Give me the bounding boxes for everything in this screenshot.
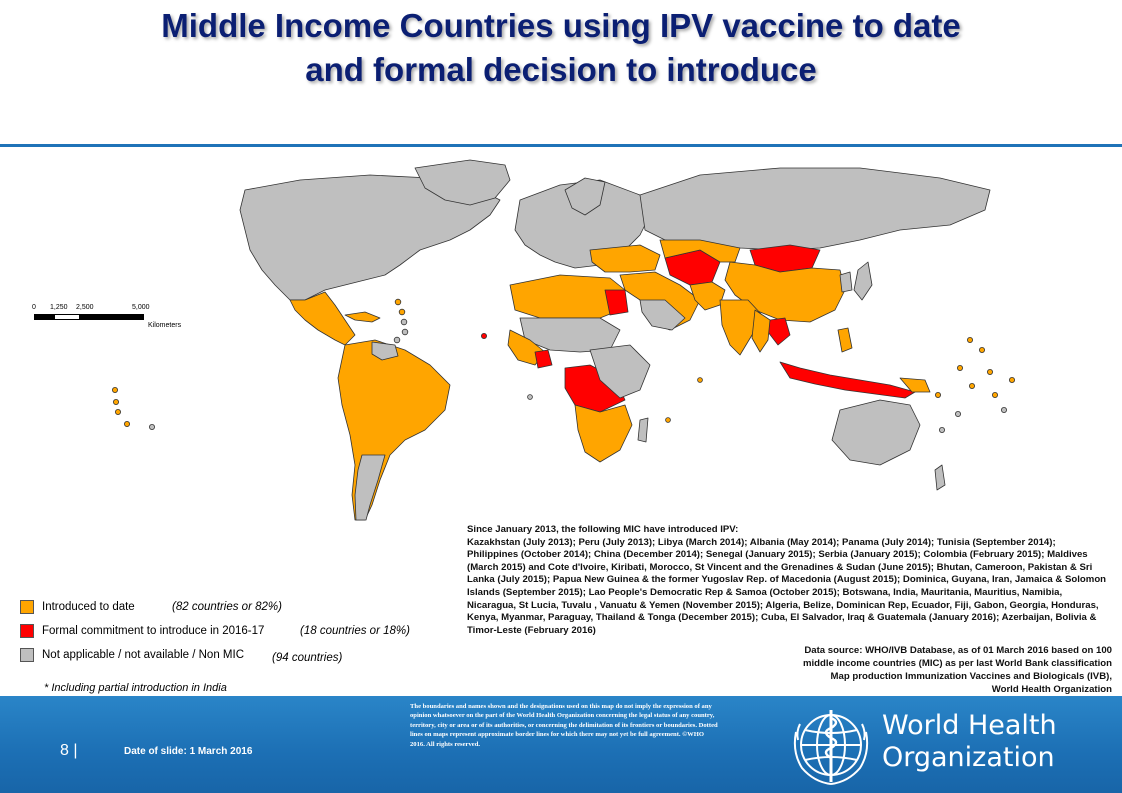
legend-swatch: [20, 624, 34, 638]
legend-swatch: [20, 648, 34, 662]
scale-unit: Kilometers: [148, 322, 182, 329]
island-marker: [698, 378, 703, 383]
scale-tick: 1,250: [50, 304, 68, 311]
legend-swatch: [20, 600, 34, 614]
source-line: Data source: WHO/IVB Database, as of 01 March 2016 based on 100: [804, 645, 1112, 656]
island-marker: [1001, 407, 1006, 412]
island-marker: [395, 299, 401, 305]
region-philippines: [838, 328, 852, 352]
who-emblem-icon: [786, 702, 876, 788]
region-southern-cone: [355, 455, 385, 520]
introduction-body: Kazakhstan (July 2013); Peru (July 2013); Libya (March 2014); Albania (May 2014); Panama (July 2014); Tunisia (September 2014); Philippines (October 2014); China (December 2014); Senegal (January 2015); Serbia (January 2015); Colombia (February 2015); Maldives (March 2015) and Cote d'Ivoire, Kiribati, Morocco, St Vincent and the Grenadines & Sudan (June 2015); Bhutan, Cameroon, Pakistan & Sri Lanka (July 2015); Papua New Guinea & the former Yugoslav Rep. of Macedonia (August 2015); Dominica, Guyana, Iran, Jamaica & Solomon Islands (September 2015); Lao People's Democratic Rep & Samoa (October 2015); Botswana, India, Mauritania, Mauritius, Namibia, Nicaragua, St Lucia, Tuvalu , Vanuatu & Yemen (November 2015); Algeria, Belize, Dominican Rep, Ecuador, Fiji, Gabon, Georgia, Honduras, Kenya, Myanmar, Paraguay, Thailand & Tonga (December 2015); Cuba, El Salvador, Iraq & Guatemala (January 2016); Azerbaijan, Bolivia & Timor-Leste (February 2016): [467, 536, 1107, 636]
scale-tick: 0: [32, 304, 36, 311]
title-line-2: and formal decision to introduce: [305, 51, 817, 88]
slide-title: [0, 4, 1122, 92]
scale-tick: 5,000: [132, 304, 150, 311]
legend-label: Formal commitment to introduce in 2016-17: [42, 625, 265, 637]
island-marker: [481, 333, 486, 338]
map-scale-bar: [28, 304, 198, 334]
region-indonesia: [780, 362, 915, 398]
world-map: [0, 150, 1122, 530]
legend-count: (18 countries or 18%): [300, 625, 410, 637]
island-marker: [979, 347, 984, 352]
region-southeast-asia-red: [768, 318, 790, 345]
island-marker: [402, 329, 408, 335]
region-japan: [854, 262, 872, 300]
introduction-notes: [467, 524, 1107, 637]
scale-segment: [54, 314, 80, 320]
region-korea: [840, 272, 852, 292]
island-marker: [935, 392, 940, 397]
legend-count: (82 countries or 82%): [172, 601, 282, 613]
island-marker: [969, 383, 974, 388]
title-divider: [0, 144, 1122, 147]
island-marker: [399, 309, 405, 315]
island-marker: [528, 395, 533, 400]
island-marker: [957, 365, 962, 370]
world-map-svg: [0, 150, 1122, 530]
island-marker: [987, 369, 992, 374]
region-australia: [832, 400, 920, 465]
island-marker: [149, 424, 154, 429]
island-marker: [124, 421, 129, 426]
region-new-zealand: [935, 465, 945, 490]
region-caribbean: [345, 312, 380, 322]
region-balkans-turkey: [590, 245, 660, 272]
source-line: Map production Immunization Vaccines and Biologicals (IVB),: [830, 671, 1112, 682]
island-marker: [939, 427, 944, 432]
source-line: middle income countries (MIC) as per last World Bank classification: [802, 658, 1112, 669]
page-number: 8 |: [60, 742, 78, 759]
island-marker: [967, 337, 972, 342]
island-marker: [992, 392, 997, 397]
region-mexico-central-america: [290, 292, 355, 345]
title-line-1: Middle Income Countries using IPV vaccine to date: [161, 7, 961, 44]
island-marker: [394, 337, 400, 343]
map-disclaimer: The boundaries and names shown and the designations used on this map do not imply the expression of any opinion whatsoever on the part of the World Health Organization concerning the legal status of any country, territory, city or area or of its authorities, or concerning the delimitation of its frontiers or boundaries. Dotted lines on maps represent approximate border lines for which there may not yet be full agreement. ©WHO 2016. All rights reserved.: [410, 703, 718, 748]
legend-footnote: * Including partial introduction in India: [44, 682, 227, 694]
data-source: [740, 644, 1112, 696]
region-nigeria-red: [535, 350, 552, 368]
island-marker: [401, 319, 407, 325]
slide-date: Date of slide: 1 March 2016: [124, 746, 253, 757]
region-southeast-asia: [752, 310, 770, 352]
organization-name-line-2: Organization: [882, 742, 1055, 773]
legend-count: (94 countries): [272, 652, 343, 664]
legend-label: Introduced to date: [42, 601, 135, 613]
introduction-heading: Since January 2013, the following MIC have introduced IPV:: [467, 524, 739, 535]
scale-segment: [80, 314, 144, 320]
organization-name-line-1: World Health: [882, 710, 1057, 741]
region-madagascar: [638, 418, 648, 442]
island-marker: [666, 418, 671, 423]
legend-label: Not applicable / not available / Non MIC: [42, 649, 244, 661]
scale-segment: [34, 314, 54, 320]
map-legend: [20, 598, 440, 698]
island-marker: [115, 409, 120, 414]
island-marker: [112, 387, 117, 392]
region-southern-africa: [575, 405, 632, 462]
organization-name: [882, 710, 1057, 774]
region-russia: [640, 168, 990, 250]
slide-footer: [0, 696, 1122, 793]
source-line: World Health Organization: [991, 684, 1112, 695]
region-south-america: [338, 340, 450, 520]
scale-tick: 2,500: [76, 304, 94, 311]
island-marker: [1009, 377, 1014, 382]
island-marker: [955, 411, 960, 416]
island-marker: [113, 399, 118, 404]
